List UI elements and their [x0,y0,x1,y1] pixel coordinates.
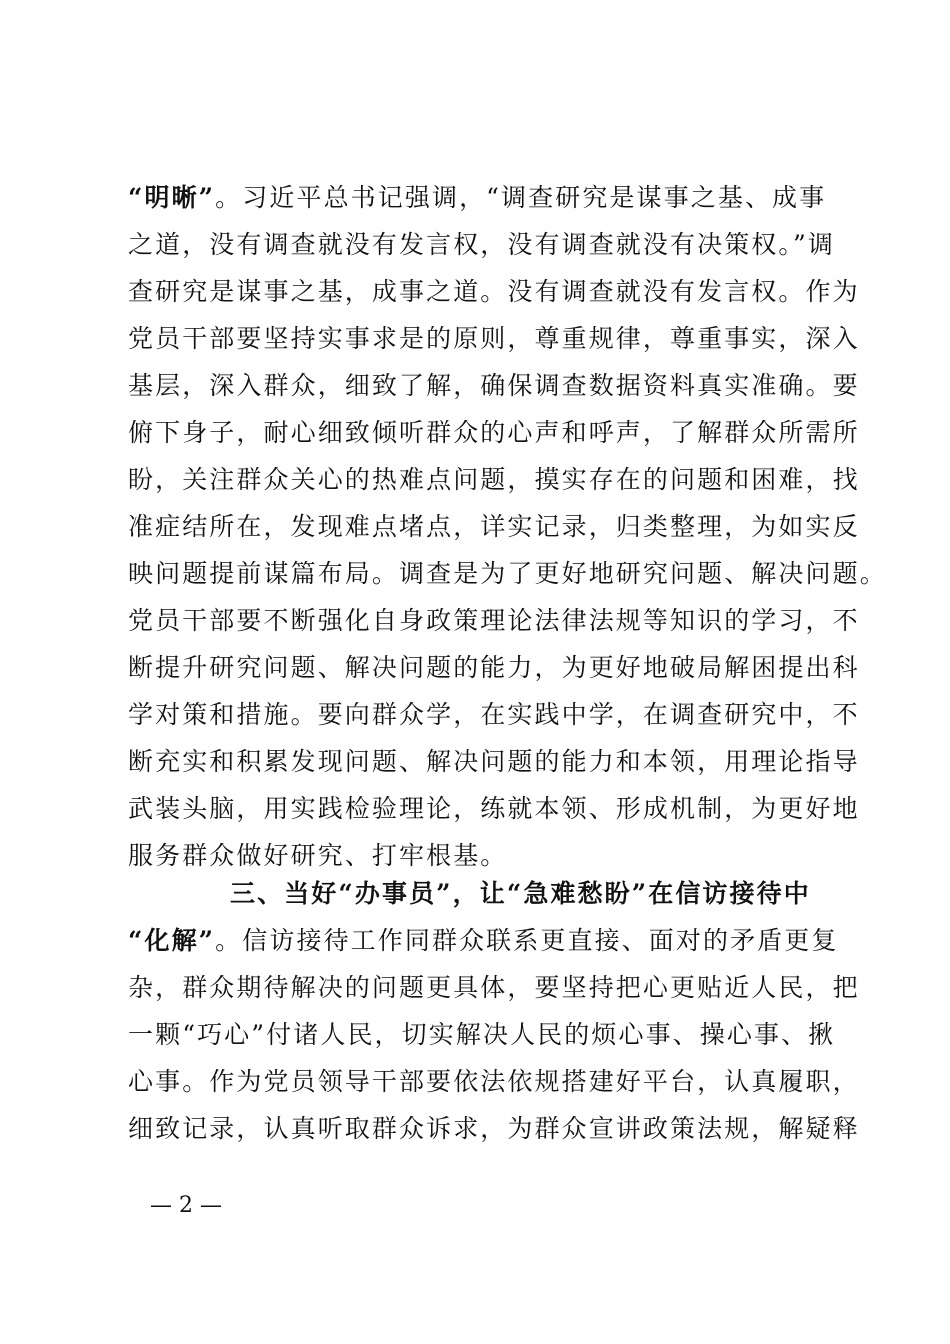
paragraph-line: 断提升研究问题、解决问题的能力，为更好地破局解困提出科 [128,653,860,682]
paragraph-line: 俯下身子，耐心细致倾听群众的心声和呼声，了解群众所需所 [128,418,860,447]
bold-phrase: “化解” [128,926,216,955]
text-run: 。习近平总书记强调，“调查研究是谋事之基、成事 [215,183,827,212]
paragraph-line: 查研究是谋事之基，成事之道。没有调查就没有发言权。作为 [128,277,860,306]
text-run: 。信访接待工作同群众联系更直接、面对的矛盾更复 [215,926,839,955]
bold-phrase: “明晰” [128,183,216,212]
paragraph-line: 细致记录，认真听取群众诉求，为群众宣讲政策法规，解疑释 [128,1114,860,1143]
paragraph-line: 学对策和措施。要向群众学，在实践中学，在调查研究中，不 [128,700,860,729]
paragraph-line: 准症结所在，发现难点堵点，详实记录，归类整理，为如实反 [128,512,860,541]
paragraph-line: 映问题提前谋篇布局。调查是为了更好地研究问题、解决问题。 [128,559,887,588]
paragraph-line: 服务群众做好研究、打牢根基。 [128,841,508,870]
paragraph-line: 断充实和积累发现问题、解决问题的能力和本领，用理论指导 [128,747,860,776]
paragraph-line: 基层，深入群众，细致了解，确保调查数据资料真实准确。要 [128,371,860,400]
paragraph-line: 武装头脑，用实践检验理论，练就本领、形成机制，为更好地 [128,794,860,823]
section-heading: 三、当好“办事员”，让“急难愁盼”在信访接待中 [230,879,811,908]
paragraph-line: 心事。作为党员领导干部要依法依规搭建好平台，认真履职， [128,1067,860,1096]
paragraph-line: 之道，没有调查就没有发言权，没有调查就没有决策权。”调 [128,230,835,259]
page-number: — 2 — [150,1193,222,1218]
paragraph-line: 杂，群众期待解决的问题更具体，要坚持把心更贴近人民，把 [128,973,860,1002]
paragraph-line: 党员干部要坚持实事求是的原则，尊重规律，尊重事实，深入 [128,324,860,353]
paragraph-line: 一颗“巧心”付诸人民，切实解决人民的烦心事、操心事、揪 [128,1020,836,1049]
paragraph-line: 盼，关注群众关心的热难点问题，摸实存在的问题和困难，找 [128,465,860,494]
paragraph-line: 党员干部要不断强化自身政策理论法律法规等知识的学习，不 [128,606,860,635]
paragraph-line [128,917,839,965]
paragraph-line [128,174,828,222]
